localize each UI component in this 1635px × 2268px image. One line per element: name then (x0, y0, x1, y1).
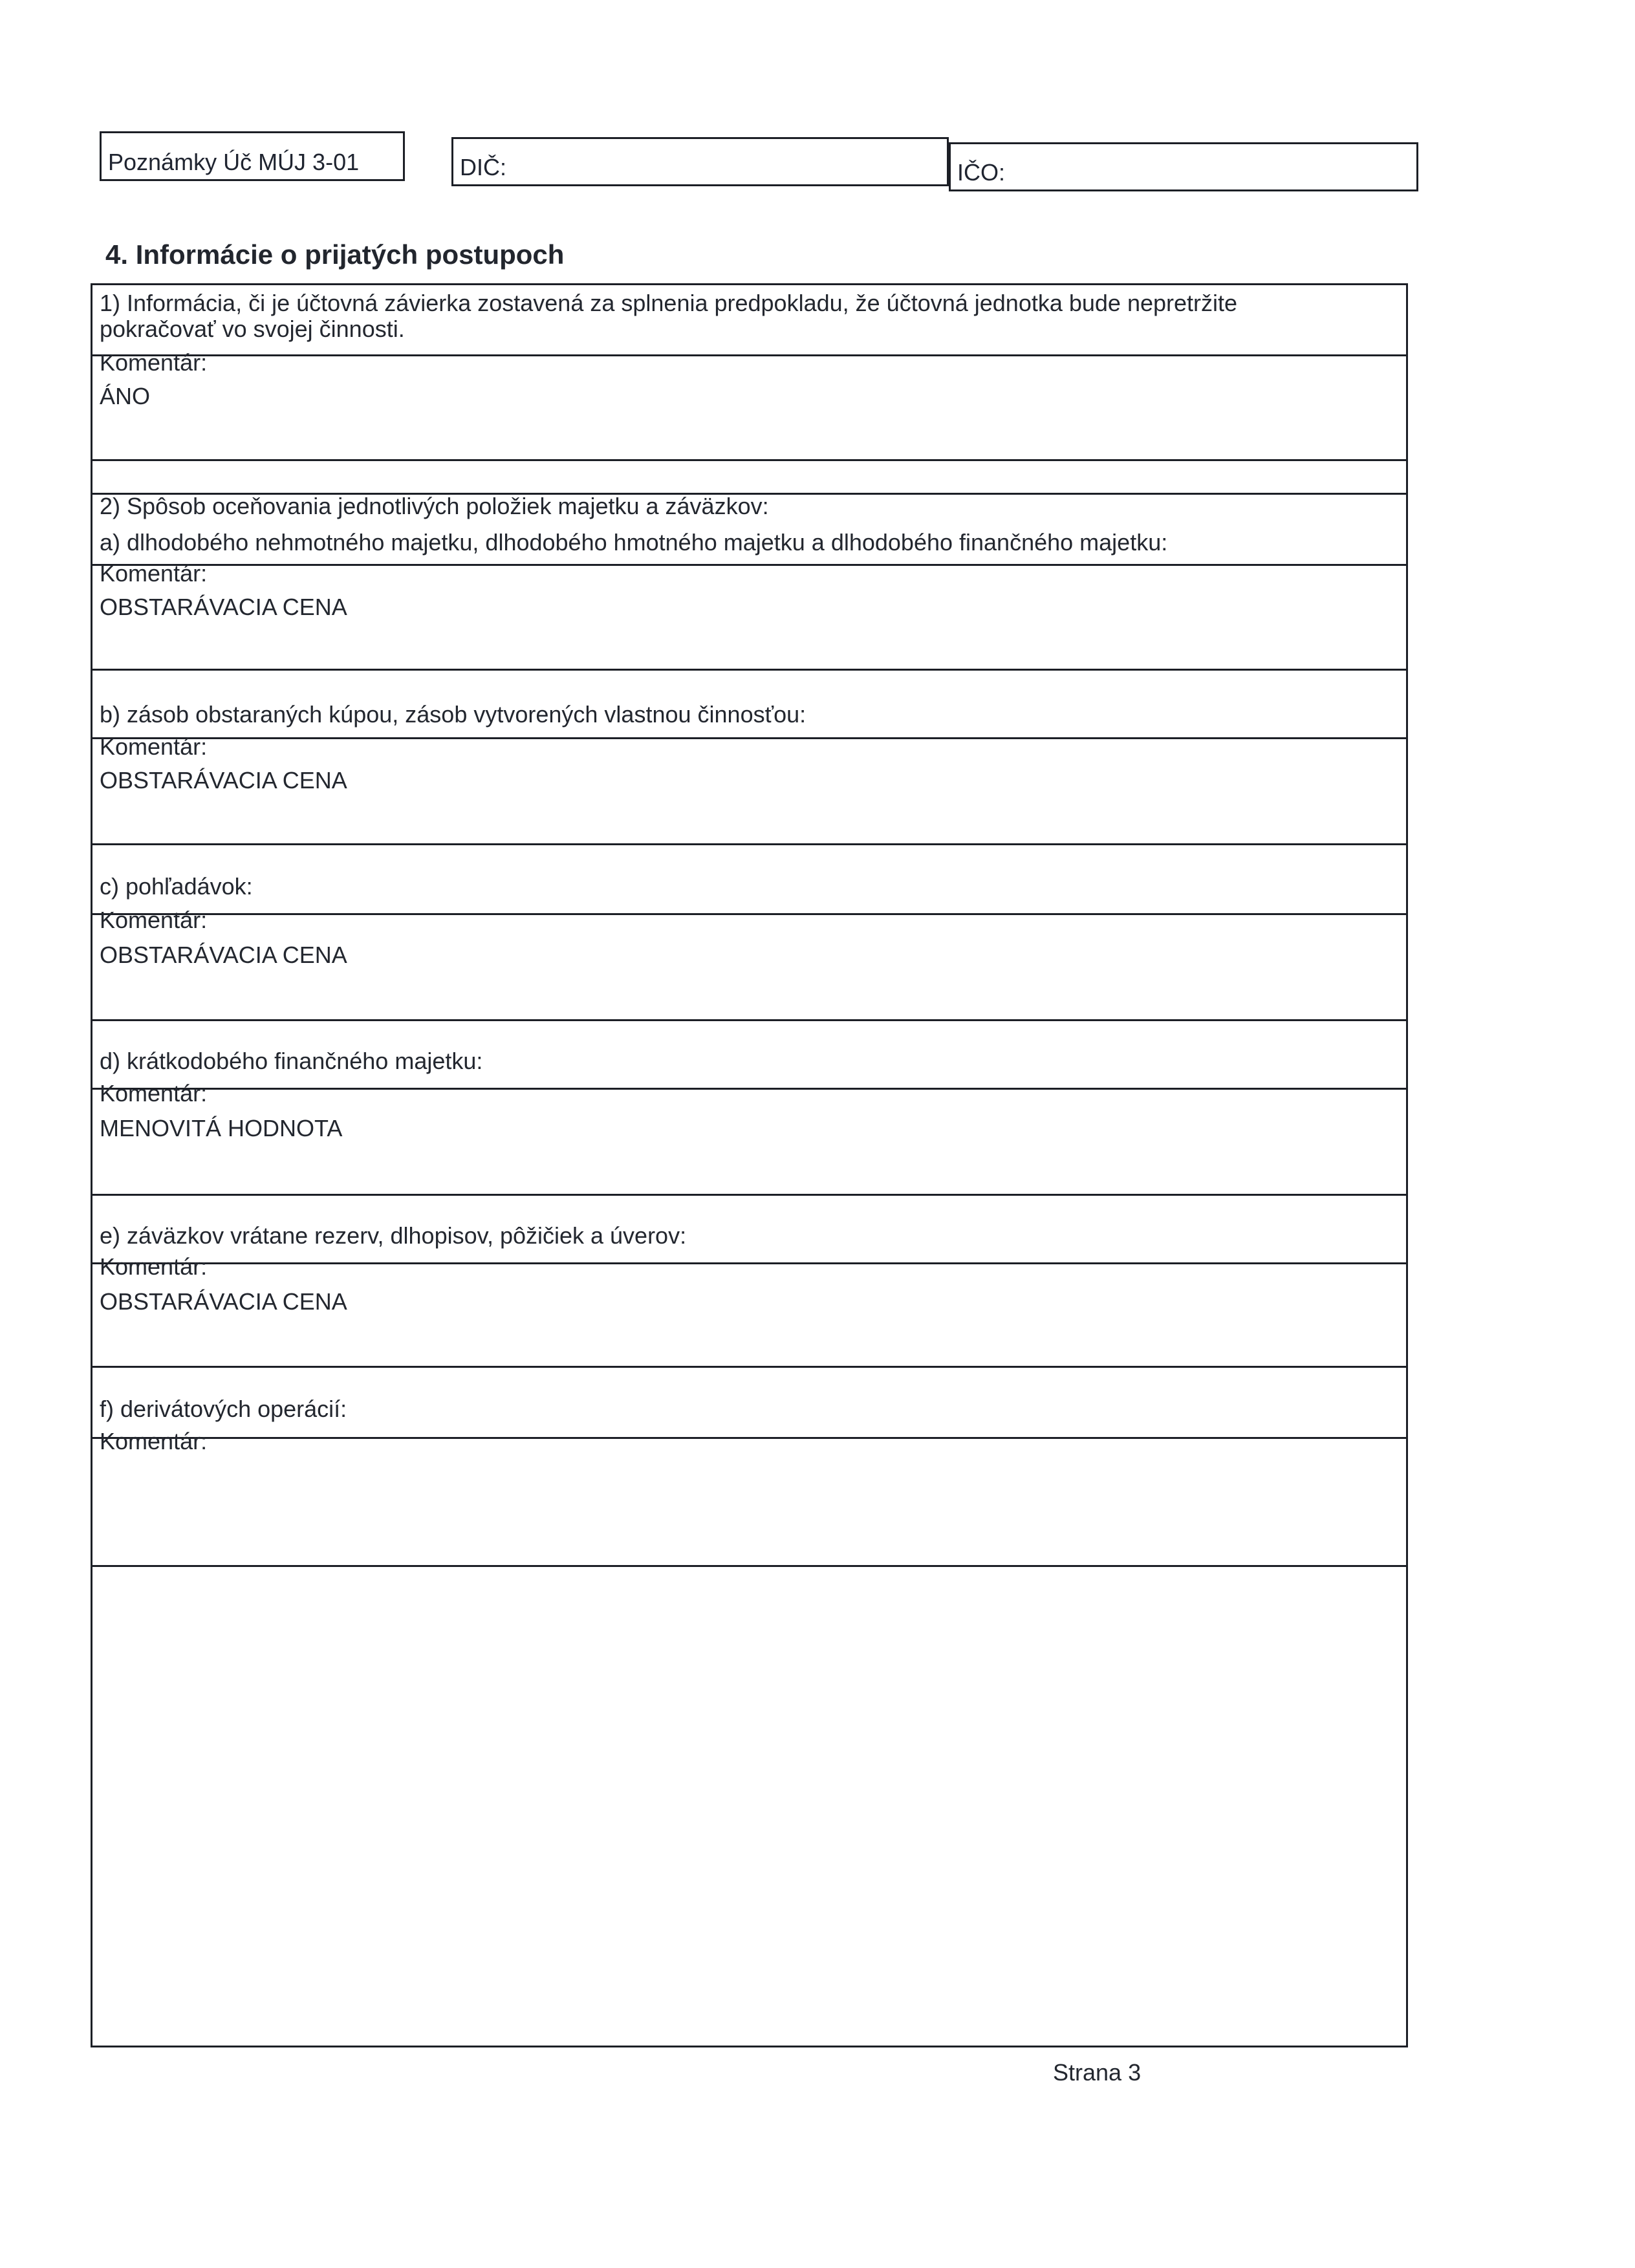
divider (91, 354, 1408, 356)
comment-label-2e: Komentár: (100, 1253, 208, 1280)
divider (91, 913, 1408, 915)
divider (91, 737, 1408, 739)
divider (91, 669, 1408, 671)
answer-2e[interactable]: OBSTARÁVACIA CENA (100, 1288, 347, 1315)
answer-2b[interactable]: OBSTARÁVACIA CENA (100, 767, 347, 794)
divider (91, 1088, 1408, 1090)
answer-1[interactable]: ÁNO (100, 383, 151, 409)
question-2f: f) derivátových operácií: (100, 1396, 347, 1422)
section-title: 4. Informácie o prijatých postupoch (105, 239, 565, 270)
divider (91, 1262, 1408, 1264)
question-2a: a) dlhodobého nehmotného majetku, dlhodobého hmotného majetku a dlhodobého finančného majetku: (100, 529, 1168, 556)
question-1-line2: pokračovať vo svojej činnosti. (100, 316, 405, 342)
question-2e: e) záväzkov vrátane rezerv, dlhopisov, pôžičiek a úverov: (100, 1222, 687, 1249)
comment-label-2f: Komentár: (100, 1428, 208, 1454)
divider (91, 459, 1408, 461)
ico-label: IČO: (957, 159, 1006, 186)
answer-2a[interactable]: OBSTARÁVACIA CENA (100, 594, 347, 620)
divider (91, 1437, 1408, 1439)
ico-field[interactable] (949, 142, 1418, 191)
page-number: Strana 3 (1053, 2059, 1142, 2086)
divider (91, 1019, 1408, 1021)
comment-label-2c: Komentár: (100, 907, 208, 933)
divider (91, 843, 1408, 845)
answer-2d[interactable]: MENOVITÁ HODNOTA (100, 1115, 343, 1141)
answer-2c[interactable]: OBSTARÁVACIA CENA (100, 942, 347, 968)
divider (91, 564, 1408, 566)
form-label: Poznámky Úč MÚJ 3-01 (108, 149, 360, 175)
question-2c: c) pohľadávok: (100, 873, 253, 900)
divider (91, 1194, 1408, 1196)
form-label-box (100, 131, 405, 181)
dic-field[interactable] (451, 137, 949, 186)
question-2d: d) krátkodobého finančného majetku: (100, 1048, 483, 1074)
comment-label-1: Komentár: (100, 349, 208, 376)
divider (91, 1366, 1408, 1368)
comment-label-2a: Komentár: (100, 560, 208, 587)
divider (91, 1565, 1408, 1567)
question-2-intro: 2) Spôsob oceňovania jednotlivých položiek majetku a záväzkov: (100, 493, 769, 519)
question-1-line1: 1) Informácia, či je účtovná závierka zostavená za splnenia predpokladu, že účtovná jednotka bude nepretržite (100, 290, 1238, 316)
dic-label: DIČ: (460, 154, 506, 180)
comment-label-2d: Komentár: (100, 1080, 208, 1107)
question-2b: b) zásob obstaraných kúpou, zásob vytvorených vlastnou činnosťou: (100, 701, 807, 728)
comment-label-2b: Komentár: (100, 733, 208, 760)
